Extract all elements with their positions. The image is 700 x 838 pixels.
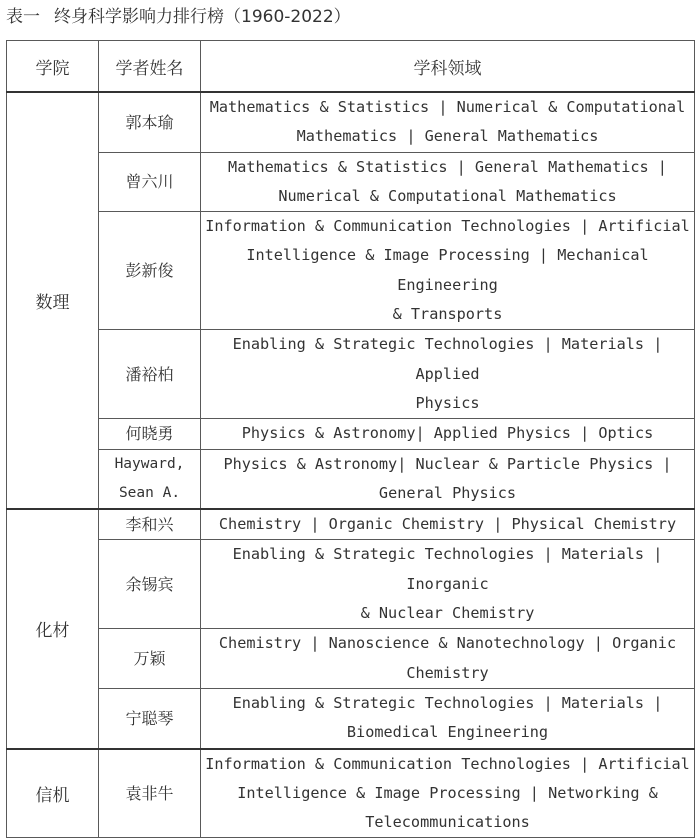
subject-field-line: Intelligence & Image Processing | Networking & — [237, 783, 658, 802]
subject-field-line: Mathematics & Statistics | Numerical & Computational — [209, 98, 686, 116]
scholar-name-line: Hayward, — [114, 455, 185, 472]
scholar-name-line: 潘裕柏 — [125, 364, 174, 384]
subject-field-line: Enabling & Strategic Technologies | Materials | Applied — [232, 335, 663, 383]
subject-field-cell — [201, 419, 695, 449]
college-cell: 信机 — [7, 749, 99, 838]
caption-title: 终身科学影响力排行榜（1960-2022） — [54, 7, 351, 27]
table-body — [7, 92, 695, 838]
scholar-name-line: 曾六川 — [125, 172, 174, 192]
table-caption — [6, 4, 351, 30]
college-cell: 化材 — [7, 509, 99, 748]
subject-field-line: Physics — [415, 393, 480, 412]
scholar-name-cell — [99, 152, 201, 212]
header-college: 学院 — [7, 41, 99, 93]
subject-field-line: General Physics — [378, 483, 517, 502]
subject-field-line: Mathematics & Statistics | General Mathematics | — [228, 157, 667, 176]
table-row — [7, 749, 695, 838]
scholar-name-cell — [99, 540, 201, 629]
subject-field-cell — [201, 540, 695, 629]
subject-field-cell — [201, 449, 695, 509]
subject-field-cell — [201, 688, 695, 748]
subject-field-line: Telecommunications — [365, 813, 530, 832]
caption-label: 表一 — [6, 7, 40, 27]
subject-field-cell — [201, 152, 695, 212]
subject-field-line: Chemistry — [406, 663, 489, 682]
scholar-name-line: Sean A. — [118, 484, 181, 501]
subject-field-line: Intelligence & Image Processing | Mechanical Engineering — [246, 246, 649, 294]
subject-field-cell — [201, 92, 695, 152]
scholar-name-cell — [99, 509, 201, 540]
scholar-name-line: 彭新俊 — [125, 261, 174, 281]
scholar-name-line: 郭本瑜 — [125, 112, 174, 132]
table-row — [7, 152, 695, 212]
scholar-name-line: 万颖 — [133, 649, 166, 669]
scholar-name-cell — [99, 92, 201, 152]
scholar-name-cell — [99, 419, 201, 449]
subject-field-line: Information & Communication Technologies | Artificial — [205, 754, 690, 773]
scholar-name-line: 何晓勇 — [125, 424, 174, 444]
table-row — [7, 629, 695, 689]
subject-field-line: Information & Communication Technologies | Artificial — [205, 217, 690, 236]
subject-field-line: & Transports — [392, 305, 503, 324]
subject-field-line: Chemistry | Organic Chemistry | Physical Chemistry — [218, 515, 677, 534]
college-cell: 数理 — [7, 92, 99, 509]
scholar-name-cell — [99, 629, 201, 689]
header-field: 学科领域 — [201, 41, 695, 93]
table-header-row — [7, 41, 695, 93]
table-row — [7, 92, 695, 152]
scholar-name-line: 李和兴 — [125, 515, 174, 535]
table-row — [7, 688, 695, 748]
table-row — [7, 509, 695, 540]
scholar-name-cell — [99, 688, 201, 748]
scholar-name-line: 余锡宾 — [125, 574, 174, 594]
subject-field-line: Physics & Astronomy| Applied Physics | Optics — [241, 424, 654, 443]
subject-field-line: & Nuclear Chemistry — [360, 604, 535, 623]
ranking-table — [6, 40, 695, 838]
subject-field-cell — [201, 749, 695, 838]
subject-field-cell — [201, 629, 695, 689]
scholar-name-cell — [99, 330, 201, 419]
subject-field-cell — [201, 330, 695, 419]
subject-field-line: Mathematics | General Mathematics — [296, 127, 599, 146]
table-row — [7, 330, 695, 419]
subject-field-cell — [201, 212, 695, 330]
subject-field-line: Physics & Astronomy| Nuclear & Particle Physics | — [223, 454, 672, 473]
scholar-name-line: 宁聪琴 — [125, 708, 174, 728]
subject-field-line: Numerical & Computational Mathematics — [278, 186, 617, 205]
table-row — [7, 540, 695, 629]
header-scholar: 学者姓名 — [99, 41, 201, 93]
scholar-name-cell — [99, 749, 201, 838]
table-row — [7, 212, 695, 330]
subject-field-line: Biomedical Engineering — [346, 723, 549, 742]
subject-field-line: Enabling & Strategic Technologies | Materials | — [232, 693, 663, 712]
table-row — [7, 419, 695, 449]
subject-field-line: Enabling & Strategic Technologies | Materials | Inorganic — [232, 545, 663, 593]
table-row — [7, 449, 695, 509]
scholar-name-cell — [99, 212, 201, 330]
subject-field-line: Chemistry | Nanoscience & Nanotechnology | Organic — [218, 634, 677, 653]
subject-field-cell — [201, 509, 695, 540]
scholar-name-cell — [99, 449, 201, 509]
scholar-name-line: 袁非牛 — [125, 783, 174, 803]
